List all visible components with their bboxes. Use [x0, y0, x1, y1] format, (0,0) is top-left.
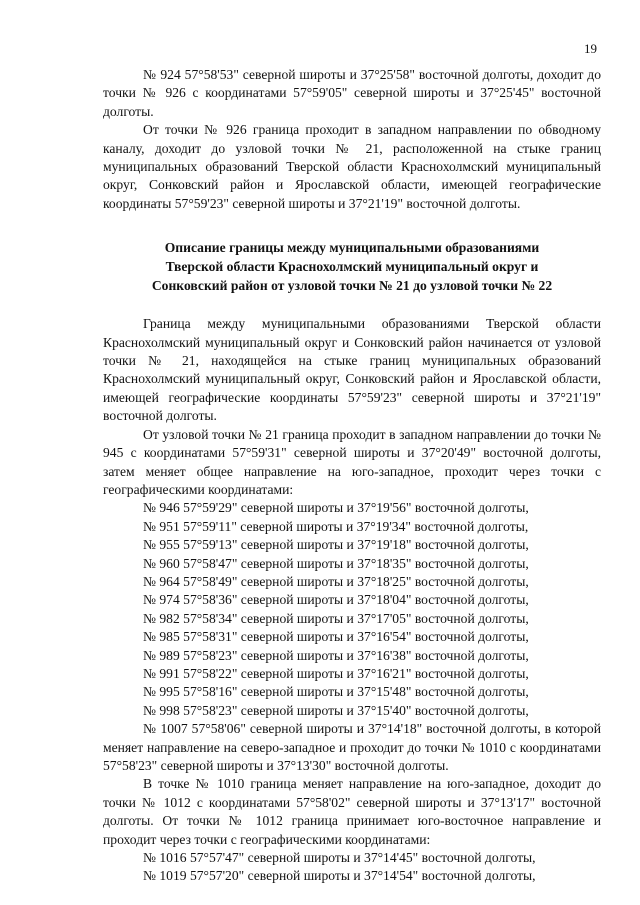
- coordinate-line: № 960 57°58'47" северной широты и 37°18'35" восточной долготы,: [143, 555, 529, 571]
- paragraph-point-924: № 924 57°58'53" северной широты и 37°25'58" восточной долготы, доходит до точки № 926 с координатами 57°59'05" северной широты и 37°25'45" восточной долготы.: [103, 67, 601, 119]
- paragraph-point-926: От точки № 926 граница проходит в западном направлении по обводному каналу, доходит до узловой точки № 21, расположенной на стыке границ муниципальных образований Тверской области Краснохолмский муниципальный округ, Сонковский район и Ярославской области, имеющей географические координаты 57°59'23" северной широты и 37°21'19" восточной долготы.: [103, 122, 601, 211]
- coordinate-line: № 982 57°58'34" северной широты и 37°17'05" восточной долготы,: [143, 610, 529, 626]
- heading-line: Описание границы между муниципальными образованиями: [164, 240, 540, 256]
- paragraph-boundary-route: От узловой точки № 21 граница проходит в западном направлении до точки № 945 с координатами 57°59'31" северной широты и 37°20'49" восточной долготы, затем меняет общее направление на юго-западное, проходит через точки с географическими координатами:: [103, 426, 601, 497]
- coordinate-list-2: [103, 849, 601, 886]
- page-number: 19: [584, 41, 597, 56]
- coordinate-line: № 955 57°59'13" северной широты и 37°19'18" восточной долготы,: [143, 537, 529, 553]
- coordinate-line: № 974 57°58'36" северной широты и 37°18'04" восточной долготы,: [143, 592, 529, 608]
- paragraph-point-1007: № 1007 57°58'06" северной широты и 37°14'18" восточной долготы, в которой меняет направление на северо-западное и проходит до точки № 1010 с координатами 57°58'23" северной широты и 37°13'30" восточной долготы.: [103, 721, 601, 773]
- document-body: [103, 66, 601, 886]
- coordinate-line: № 964 57°58'49" северной широты и 37°18'25" восточной долготы,: [143, 573, 529, 589]
- coordinate-line: № 998 57°58'23" северной широты и 37°15'40" восточной долготы,: [143, 702, 529, 718]
- heading-line: Тверской области Краснохолмский муниципальный округ и: [165, 259, 539, 275]
- paragraph-boundary-start: Граница между муниципальными образованиями Тверской области Краснохолмский муниципальный округ и Сонковский район начинается от узловой точки № 21, находящейся на стыке границ муниципальных образований Краснохолмский муниципальный округ, Сонковский район и Ярославской области, имеющей географические координаты 57°59'23" северной широты и 37°21'19" восточной долготы.: [103, 316, 601, 424]
- coordinate-line: № 985 57°58'31" северной широты и 37°16'54" восточной долготы,: [143, 629, 529, 645]
- coordinate-list-1: [103, 499, 601, 720]
- coordinate-line: № 989 57°58'23" северной широты и 37°16'38" восточной долготы,: [143, 647, 529, 663]
- coordinate-line: № 951 57°59'11" северной широты и 37°19'34" восточной долготы,: [143, 518, 529, 534]
- coordinate-line: № 946 57°59'29" северной широты и 37°19'56" восточной долготы,: [143, 500, 529, 516]
- heading-line: Сонковский район от узловой точки № 21 до узловой точки № 22: [151, 278, 553, 294]
- coordinate-line: № 991 57°58'22" северной широты и 37°16'21" восточной долготы,: [143, 665, 529, 681]
- coordinate-line: № 1019 57°57'20" северной широты и 37°14'54" восточной долготы,: [143, 868, 536, 884]
- paragraph-point-1010: В точке № 1010 граница меняет направление на юго-западное, доходит до точки № 1012 с координатами 57°58'02" северной широты и 37°13'17" восточной долготы. От точки № 1012 граница принимает юго-восточное направление и проходит через точки с географическими координатами:: [103, 776, 601, 847]
- coordinate-line: № 995 57°58'16" северной широты и 37°15'48" восточной долготы,: [143, 684, 529, 700]
- section-heading: [103, 238, 601, 295]
- coordinate-line: № 1016 57°57'47" северной широты и 37°14'45" восточной долготы,: [143, 850, 536, 866]
